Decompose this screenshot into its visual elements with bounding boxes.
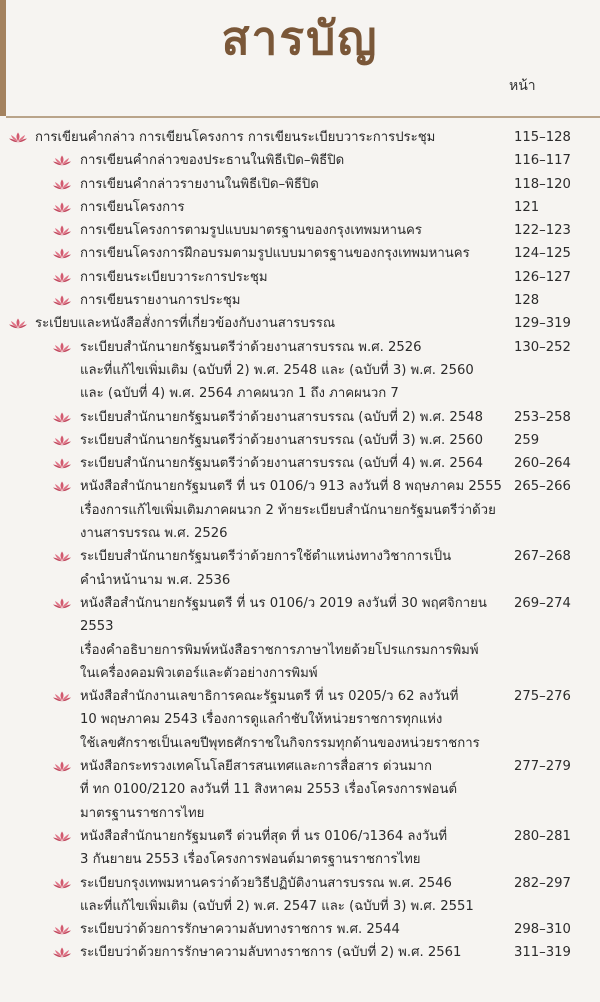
toc-entry-line: ในเครื่องคอมพิวเตอร์และตัวอย่างการพิมพ์ bbox=[80, 665, 318, 681]
lotus-icon bbox=[53, 878, 71, 889]
lotus-icon bbox=[53, 831, 71, 842]
divider bbox=[6, 116, 600, 118]
toc-item bbox=[0, 289, 600, 312]
toc-entry-title bbox=[80, 452, 505, 475]
lotus-icon bbox=[53, 947, 71, 958]
toc-entry-title bbox=[80, 941, 505, 964]
page-range: 118–120 bbox=[514, 176, 571, 192]
lotus-icon bbox=[53, 225, 71, 236]
lotus-icon bbox=[53, 342, 71, 353]
toc-entry-line: และ (ฉบับที่ 4) พ.ศ. 2564 ภาคผนวก 1 ถึง ภาคผนวก 7 bbox=[80, 386, 399, 402]
page-range: 282–297 bbox=[514, 875, 571, 891]
toc-entry-line: ใช้เลขศักราชเป็นเลขปีพุทธศักราชในกิจกรรมทุกด้านของหน่วยราชการ bbox=[80, 735, 480, 751]
toc-entry-line: คำนำหน้านาม พ.ศ. 2536 bbox=[80, 572, 231, 588]
toc-entry-line: การเขียนระเบียบวาระการประชุม bbox=[80, 269, 268, 285]
toc-entry-line: และที่แก้ไขเพิ่มเติม (ฉบับที่ 2) พ.ศ. 2548 และ (ฉบับที่ 3) พ.ศ. 2560 bbox=[80, 362, 474, 378]
toc-entry-title bbox=[35, 312, 505, 335]
page-range: 269–274 bbox=[514, 595, 571, 611]
page-range: 130–252 bbox=[514, 339, 571, 355]
toc-entry-title bbox=[80, 219, 505, 242]
page-range: 128 bbox=[514, 293, 540, 309]
lotus-icon bbox=[53, 295, 71, 306]
toc-entry-line: การเขียนโครงการฝึกอบรมตามรูปแบบมาตรฐานของกรุงเทพมหานคร bbox=[80, 246, 470, 262]
toc-entry-title bbox=[80, 755, 505, 825]
toc-entry-line: ระเบียบว่าด้วยการรักษาความลับทางราชการ (ฉบับที่ 2) พ.ศ. 2561 bbox=[80, 945, 462, 961]
toc-entry-title bbox=[80, 918, 505, 941]
toc-item bbox=[0, 452, 600, 475]
page-range: 126–127 bbox=[514, 269, 571, 285]
toc-entry-title bbox=[35, 126, 505, 149]
toc-entry-line: ระเบียบสำนักนายกรัฐมนตรีว่าด้วยงานสารบรรณ (ฉบับที่ 4) พ.ศ. 2564 bbox=[80, 456, 483, 472]
toc-entry-title bbox=[80, 406, 505, 429]
toc-entry-line: ระเบียบว่าด้วยการรักษาความลับทางราชการ พ.ศ. 2544 bbox=[80, 922, 400, 938]
page-range: 259 bbox=[514, 432, 540, 448]
toc-entry-title bbox=[80, 475, 505, 545]
toc-entry-line: หนังสือสำนักนายกรัฐมนตรี ด่วนที่สุด ที่ นร 0106/ว1364 ลงวันที่ bbox=[80, 828, 448, 844]
toc-entry-line: หนังสือกระทรวงเทคโนโลยีสารสนเทศและการสื่อสาร ด่วนมาก bbox=[80, 759, 432, 775]
toc-entry-line: ระเบียบและหนังสือสั่งการที่เกี่ยวข้องกับงานสารบรรณ bbox=[35, 316, 336, 332]
toc-entry-title bbox=[80, 429, 505, 452]
toc-entry-line: การเขียนคำกล่าว การเขียนโครงการ การเขียนระเบียบวาระการประชุม bbox=[35, 130, 436, 145]
toc-entry-title bbox=[80, 592, 505, 685]
lotus-icon bbox=[53, 551, 71, 562]
lotus-icon bbox=[53, 481, 71, 492]
toc-entry-title bbox=[80, 149, 505, 172]
toc-item bbox=[0, 242, 600, 265]
toc-entry-line: หนังสือสำนักนายกรัฐมนตรี ที่ นร 0106/ว 2019 ลงวันที่ 30 พฤศจิกายน 2553 bbox=[80, 595, 487, 635]
lotus-icon bbox=[53, 598, 71, 609]
toc-entry-line: การเขียนโครงการ bbox=[80, 199, 185, 215]
toc-entry-line: ที่ ทก 0100/2120 ลงวันที่ 11 สิงหาคม 2553 เรื่องโครงการฟอนต์ bbox=[80, 782, 458, 798]
toc-item bbox=[0, 475, 600, 545]
toc-item bbox=[0, 755, 600, 825]
toc-entry-title bbox=[80, 872, 505, 919]
page-range: 267–268 bbox=[514, 549, 571, 565]
lotus-icon bbox=[53, 761, 71, 772]
toc-item bbox=[0, 941, 600, 964]
lotus-icon bbox=[53, 179, 71, 190]
toc-entry-line: หนังสือสำนักนายกรัฐมนตรี ที่ นร 0106/ว 913 ลงวันที่ 8 พฤษภาคม 2555 bbox=[80, 479, 502, 495]
lotus-icon bbox=[53, 412, 71, 423]
toc-entry-line: 3 กันยายน 2553 เรื่องโครงการฟอนต์มาตรฐานราชการไทย bbox=[80, 852, 421, 868]
lotus-icon bbox=[53, 155, 71, 166]
toc-entry-title bbox=[80, 336, 505, 406]
lotus-icon bbox=[53, 272, 71, 283]
lotus-icon bbox=[53, 924, 71, 935]
toc-entry-line: การเขียนโครงการตามรูปแบบมาตรฐานของกรุงเทพมหานคร bbox=[80, 223, 422, 239]
toc-item bbox=[0, 173, 600, 196]
page-range: 311–319 bbox=[514, 945, 571, 961]
toc-section bbox=[0, 126, 600, 149]
toc-entry-title bbox=[80, 173, 505, 196]
toc-section bbox=[0, 312, 600, 335]
toc-item bbox=[0, 685, 600, 755]
toc-entry-line: มาตรฐานราชการไทย bbox=[80, 805, 205, 821]
page-range: 115–128 bbox=[514, 130, 571, 145]
toc-item bbox=[0, 872, 600, 919]
lotus-icon bbox=[53, 458, 71, 469]
toc-entry-title bbox=[80, 825, 505, 872]
lotus-icon bbox=[9, 318, 27, 329]
toc-entry-line: ระเบียบสำนักนายกรัฐมนตรีว่าด้วยงานสารบรรณ (ฉบับที่ 2) พ.ศ. 2548 bbox=[80, 409, 483, 425]
lotus-icon bbox=[53, 435, 71, 446]
toc-item bbox=[0, 149, 600, 172]
page-range: 265–266 bbox=[514, 479, 571, 495]
toc-entry-line: เรื่องคำอธิบายการพิมพ์หนังสือราชการภาษาไทยด้วยโปรแกรมการพิมพ์ bbox=[80, 642, 479, 658]
page-column-header: หน้า bbox=[509, 78, 536, 94]
toc-entry-title bbox=[80, 266, 505, 289]
table-of-contents bbox=[0, 126, 600, 965]
toc-entry-title bbox=[80, 242, 505, 265]
page-range: 298–310 bbox=[514, 922, 571, 938]
toc-item bbox=[0, 545, 600, 592]
page-title: สารบัญ bbox=[221, 11, 379, 65]
toc-entry-line: การเขียนคำกล่าวรายงานในพิธีเปิด–พิธีปิด bbox=[80, 176, 319, 192]
toc-item bbox=[0, 266, 600, 289]
toc-entry-title bbox=[80, 196, 505, 219]
page-range: 277–279 bbox=[514, 759, 571, 775]
page-range: 275–276 bbox=[514, 689, 571, 705]
toc-item bbox=[0, 592, 600, 685]
toc-entry-line: 10 พฤษภาคม 2543 เรื่องการดูแลกำชับให้หน่วยราชการทุกแห่ง bbox=[80, 712, 443, 728]
page-range: 116–117 bbox=[514, 153, 571, 169]
toc-item bbox=[0, 406, 600, 429]
toc-item bbox=[0, 336, 600, 406]
toc-entry-line: การเขียนรายงานการประชุม bbox=[80, 293, 241, 309]
page-range: 122–123 bbox=[514, 223, 571, 239]
lotus-icon bbox=[53, 202, 71, 213]
page-range: 124–125 bbox=[514, 246, 571, 262]
toc-item bbox=[0, 196, 600, 219]
toc-item bbox=[0, 825, 600, 872]
toc-entry-line: ระเบียบสำนักนายกรัฐมนตรีว่าด้วยงานสารบรรณ พ.ศ. 2526 bbox=[80, 339, 422, 355]
page-range: 280–281 bbox=[514, 828, 571, 844]
page-range: 129–319 bbox=[514, 316, 571, 332]
lotus-icon bbox=[53, 691, 71, 702]
toc-item bbox=[0, 918, 600, 941]
toc-entry-line: ระเบียบสำนักนายกรัฐมนตรีว่าด้วยงานสารบรรณ (ฉบับที่ 3) พ.ศ. 2560 bbox=[80, 432, 483, 448]
toc-entry-line: ระเบียบสำนักนายกรัฐมนตรีว่าด้วยการใช้ตำแหน่งทางวิชาการเป็น bbox=[80, 549, 452, 565]
page-range: 253–258 bbox=[514, 409, 571, 425]
toc-entry-line: งานสารบรรณ พ.ศ. 2526 bbox=[80, 526, 228, 542]
toc-entry-title bbox=[80, 545, 505, 592]
page-range: 121 bbox=[514, 199, 540, 215]
lotus-icon bbox=[53, 248, 71, 259]
toc-entry-line: ระเบียบกรุงเทพมหานครว่าด้วยวิธีปฏิบัติงานสารบรรณ พ.ศ. 2546 bbox=[80, 875, 452, 891]
toc-entry-line: หนังสือสำนักงานเลขาธิการคณะรัฐมนตรี ที่ นร 0205/ว 62 ลงวันที่ bbox=[80, 689, 459, 705]
lotus-icon bbox=[9, 132, 27, 143]
toc-entry-line: เรื่องการแก้ไขเพิ่มเติมภาคผนวก 2 ท้ายระเบียบสำนักนายกรัฐมนตรีว่าด้วย bbox=[80, 502, 496, 518]
toc-entry-line: การเขียนคำกล่าวของประธานในพิธีเปิด–พิธีปิด bbox=[80, 153, 345, 169]
toc-item bbox=[0, 429, 600, 452]
page-range: 260–264 bbox=[514, 456, 571, 472]
toc-entry-line: และที่แก้ไขเพิ่มเติม (ฉบับที่ 2) พ.ศ. 2547 และ (ฉบับที่ 3) พ.ศ. 2551 bbox=[80, 898, 474, 914]
toc-entry-title bbox=[80, 289, 505, 312]
toc-item bbox=[0, 219, 600, 242]
toc-entry-title bbox=[80, 685, 505, 755]
